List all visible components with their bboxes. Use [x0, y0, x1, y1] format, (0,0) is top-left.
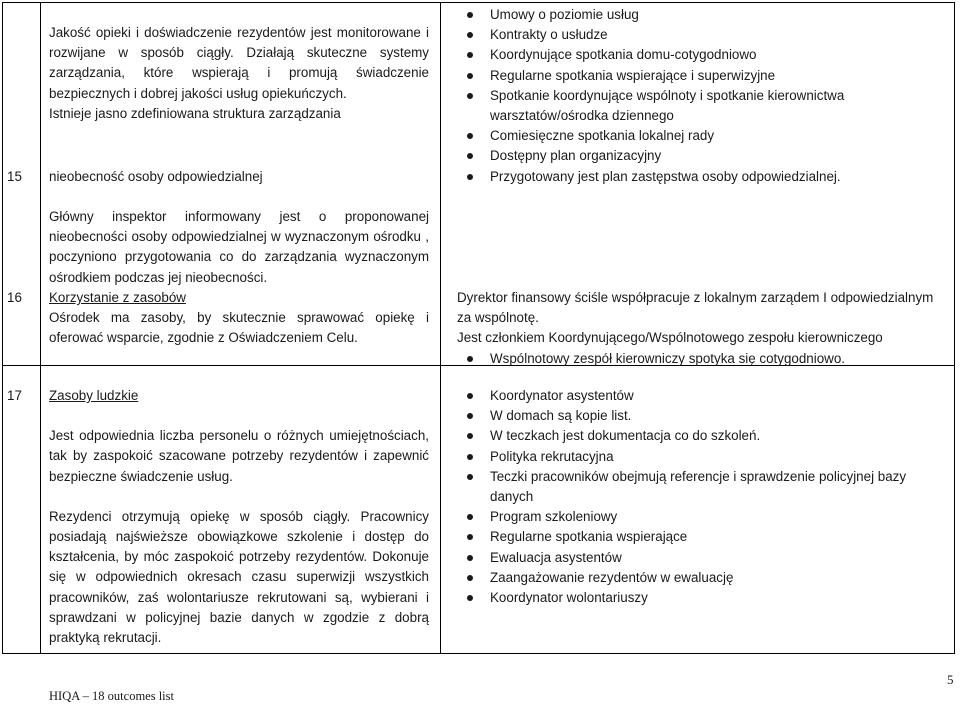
row14-left-text: [49, 23, 429, 124]
spacer: [49, 487, 429, 507]
outcomes-table: [2, 2, 955, 654]
list-item: Koordynator wolontariuszy: [445, 588, 915, 608]
column-divider-number: [40, 3, 41, 653]
list-item: W teczkach jest dokumentacja co do szkoleń.: [445, 426, 915, 446]
list-item: Koordynujące spotkania domu-cotygodniowo: [445, 45, 950, 65]
row17-paragraph-staffing: Jest odpowiednia liczba personelu o różnych umiejętnościach, tak by zaspokoić szacowane potrzeby rezydentów i zapewnić bezpieczne świadczenie usług.: [49, 428, 429, 484]
list-item: Regularne spotkania wspierające i superwizyjne: [445, 66, 950, 86]
row-number: 15: [7, 169, 22, 184]
list-item: Comiesięczne spotkania lokalnej rady: [445, 126, 950, 146]
list-item: Polityka rekrutacyjna: [445, 447, 915, 467]
list-item: Zaangażowanie rezydentów w ewaluację: [445, 568, 915, 588]
list-item: Dostępny plan organizacyjny: [445, 146, 950, 166]
row17-right-list: [445, 386, 915, 608]
list-item: Teczki pracowników obejmują referencje i sprawdzenie policyjnej bazy danych: [445, 467, 915, 507]
list-item: Wspólnotowy zespół kierowniczy spotyka się cotygodniowo.: [445, 349, 950, 369]
list-item: W domach są kopie list.: [445, 406, 915, 426]
page-number: 5: [947, 672, 954, 687]
row17-left-text: [49, 386, 429, 648]
list-item: Ewaluacja asystentów: [445, 548, 915, 568]
list-item: Kontrakty o usłudze: [445, 25, 950, 45]
row16-paragraph: Ośrodek ma zasoby, by skutecznie sprawować opiekę i oferować wsparcie, zgodnie z Oświadczeniem Celu.: [49, 310, 429, 346]
list-item: Regularne spotkania wspierające: [445, 527, 915, 547]
list-item: Program szkoleniowy: [445, 507, 915, 527]
row14-paragraph: Jakość opieki i doświadczenie rezydentów jest monitorowane i rozwijane w sposób ciągły. Działają skuteczne systemy zarządzania, które wspierają i promują świadczenie bezpiecznych i dobrej jakości usług opiekuńczych.: [49, 25, 429, 101]
row16-finance-line: Dyrektor finansowy ściśle współpracuje z lokalnym zarządem I odpowiedzialnym za wspólnotę.: [457, 290, 934, 326]
list-item: Koordynator asystentów: [445, 386, 915, 406]
list-item: Umowy o poziomie usług: [445, 5, 950, 25]
column-divider-middle: [440, 3, 441, 653]
row14-right-list: [445, 5, 950, 167]
row-number: 16: [7, 290, 22, 305]
spacer: [49, 406, 429, 426]
list-item: Przygotowany jest plan zastępstwa osoby odpowiedzialnej.: [445, 167, 950, 187]
row16-right-text: [445, 288, 950, 369]
row16-left-text: [49, 288, 429, 349]
row16-member-line: Jest członkiem Koordynującego/Wspólnotowego zespołu kierowniczego: [457, 330, 883, 346]
row16-heading: Korzystanie z zasobów: [49, 290, 186, 305]
row14-governance-line: Istnieje jasno zdefiniowana struktura zarządzania: [49, 105, 341, 121]
row-number: 17: [7, 388, 22, 403]
document-footer: HIQA – 18 outcomes list: [49, 689, 174, 703]
row17-heading: Zasoby ludzkie: [49, 388, 139, 403]
row17-paragraph-training: Rezydenci otrzymują opiekę w sposób ciągły. Pracownicy posiadają najświeższe obowiązkowe szkolenie i dostęp do kształcenia, by móc zaspokoić potrzeby rezydentów. Dokonuje się w odpowiednich okresach czasu superwizji wszystkich pracowników, zaś wolontariusze rekrutowani są, wybierani i sprawdzani w policyjnej bazie danych w zgodzie z dobrą praktyką rekrutacji.: [49, 508, 429, 646]
list-item: Spotkanie koordynujące wspólnoty i spotkanie kierownictwa warsztatów/ośrodka dziennego: [445, 86, 950, 126]
row15-right-list: [445, 167, 950, 187]
row15-paragraph: Główny inspektor informowany jest o proponowanej nieobecności osoby odpowiedzialnej w wyznaczonym ośrodku , poczyniono przygotowania co do zarządzania wyznaczonym ośrodkiem podczas jej nieobecności.: [49, 209, 429, 285]
row15-heading: nieobecność osoby odpowiedzialnej: [49, 169, 263, 184]
